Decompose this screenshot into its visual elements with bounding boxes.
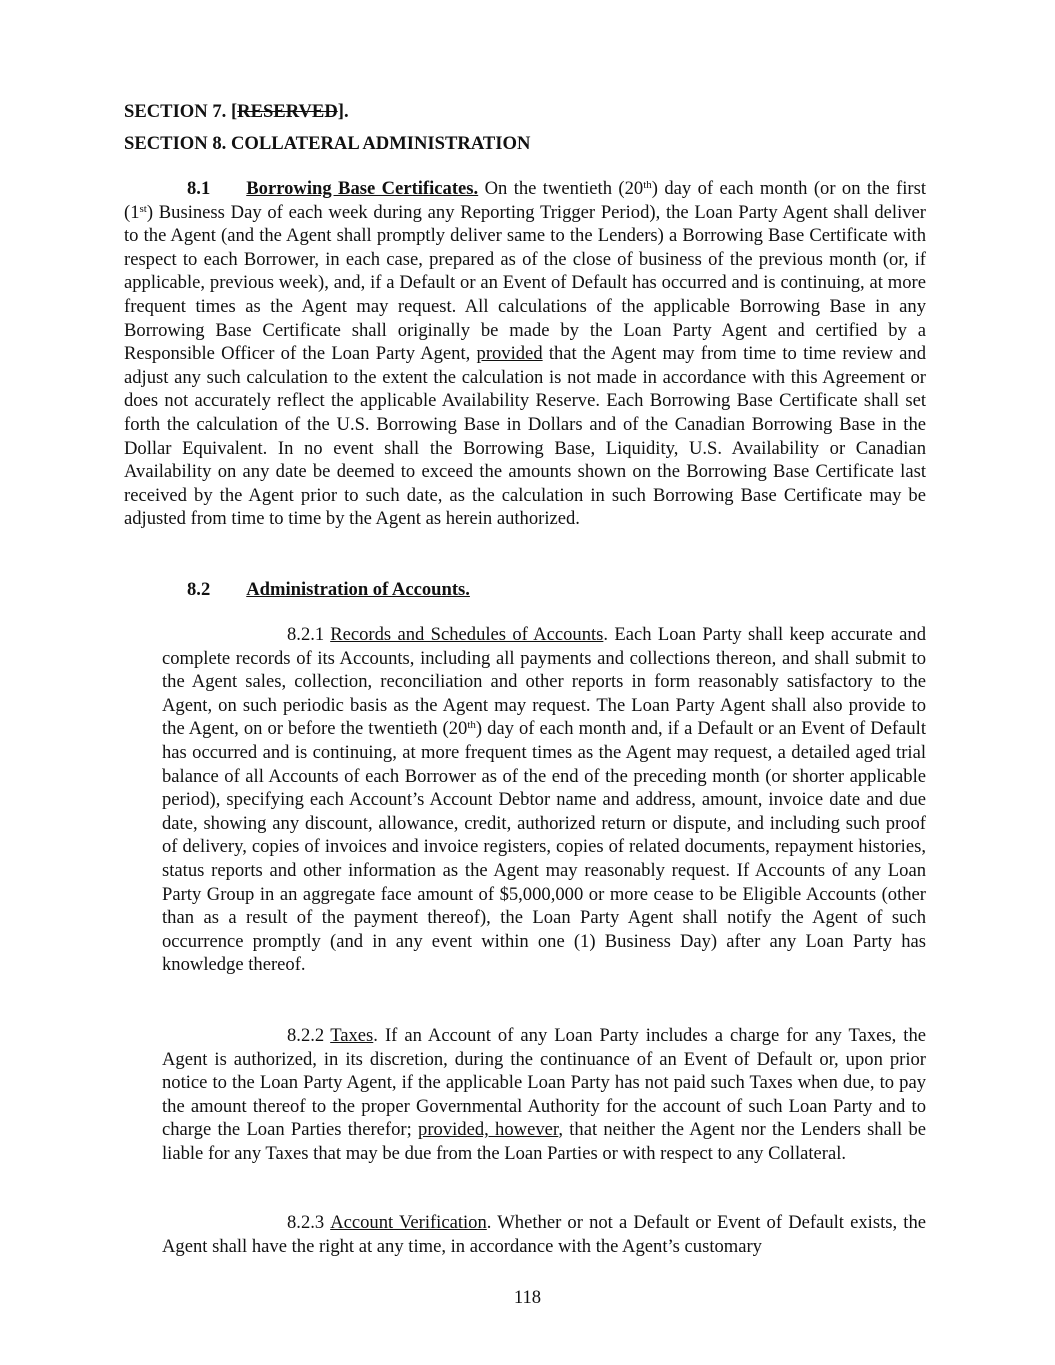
page-number: 118 (513, 1287, 542, 1308)
section-8-2-1-title: Records and Schedules of Accounts (330, 624, 604, 645)
section-8-1-number: 8.1 (187, 178, 211, 199)
section-8-heading: SECTION 8. COLLATERAL ADMINISTRATION (124, 133, 531, 154)
section-8-2-3-paragraph: 8.2.3 Account Verification. Whether or not a Default or Event of Default exists, the Agent shall have the right at any time, in accordance with the Agent’s customary (162, 1212, 926, 1257)
section-8-1-paragraph: 8.1 Borrowing Base Certificates. On the twentieth (20th) day of each month (or on the first (1st) Business Day of each week during any Reporting Trigger Period), the Loan Party Agent shall deliver to the Agent (and the Agent shall promptly deliver same to the Lenders) a Borrowing Base Certificate with respect to each Borrower, in each case, prepared as of the close of business of the previous month (or, if applicable, previous week), and, if a Default or an Event of Default has occurred and is continuing, at more frequent times as the Agent may request. All calculations of the applicable Borrowing Base in any Borrowing Base Certificate shall originally be made by the Loan Party Agent and certified by a Responsible Officer of the Loan Party Agent, provided that the Agent may from time to time review and adjust any such calculation to the extent the calculation is not made in accordance with this Agreement or does not accurately reflect the applicable Availability Reserve. Each Borrowing Base Certificate shall set forth the calculation of the U.S. Borrowing Base in Dollars and of the Canadian Borrowing Base in the Dollar Equivalent. In no event shall the Borrowing Base, Liquidity, U.S. Availability or Canadian Availability on any date be deemed to exceed the amounts shown on the Borrowing Base Certificate last received by the Agent prior to such date, as the calculation in such Borrowing Base Certificate may be adjusted from time to time by the Agent as herein authorized. (124, 178, 926, 530)
provided-however-term: provided, however (418, 1119, 559, 1141)
provided-term: provided (476, 343, 543, 365)
section-8-2-2-title: Taxes (330, 1025, 374, 1046)
section-7-heading: SECTION 7. [RESERVED]. (124, 101, 349, 122)
section-8-2-3-title: Account Verification (330, 1212, 487, 1233)
section-8-1-title: Borrowing Base Certificates. (246, 178, 479, 199)
section-8-2-heading: 8.2 Administration of Accounts. (187, 579, 470, 600)
section-8-2-2-paragraph: 8.2.2 Taxes. If an Account of any Loan Party includes a charge for any Taxes, the Agent is authorized, in its discretion, during the continuance of an Event of Default or, upon prior notice to the Loan Party Agent, if the applicable Loan Party has not paid such Taxes when due, to pay the amount thereof to the proper Governmental Authority for the account of such Loan Party and to charge the Loan Parties therefor; provided, however, that neither the Agent nor the Lenders shall be liable for any Taxes that may be due from the Loan Parties or with respect to any Collateral. (162, 1025, 926, 1164)
section-8-2-3-number: 8.2.3 (287, 1212, 325, 1233)
section-8-2-1-number: 8.2.1 (287, 624, 325, 645)
section-8-2-1-paragraph: 8.2.1 Records and Schedules of Accounts. Each Loan Party shall keep accurate and complete records of its Accounts, including all payments and collections thereon, and shall submit to the Agent sales, collection, reconciliation and other reports in form reasonably satisfactory to the Agent, on such periodic basis as the Agent may request. The Loan Party Agent shall also provide to the Agent, on or before the twentieth (20th) day of each month and, if a Default or an Event of Default has occurred and is continuing, at more frequent times as the Agent may request, a detailed aged trial balance of all Accounts of each Borrower as of the end of the preceding month (or shorter applicable period), specifying each Account’s Account Debtor name and address, amount, invoice date and due date, showing any discount, allowance, credit, authorized return or dispute, and including such proof of delivery, copies of invoices and invoice registers, copies of related documents, repayment histories, status reports and other information as the Agent may reasonably request. If Accounts of any Loan Party Group in an aggregate face amount of $5,000,000 or more cease to be Eligible Accounts (other than as a result of the payment thereof), the Loan Party Agent shall notify the Agent of such occurrence promptly (and in any event within one (1) Business Day) after any Loan Party has knowledge thereof. (162, 624, 926, 976)
section-8-2-2-number: 8.2.2 (287, 1025, 325, 1046)
reserved-struck-text: RESERVED (237, 101, 338, 122)
